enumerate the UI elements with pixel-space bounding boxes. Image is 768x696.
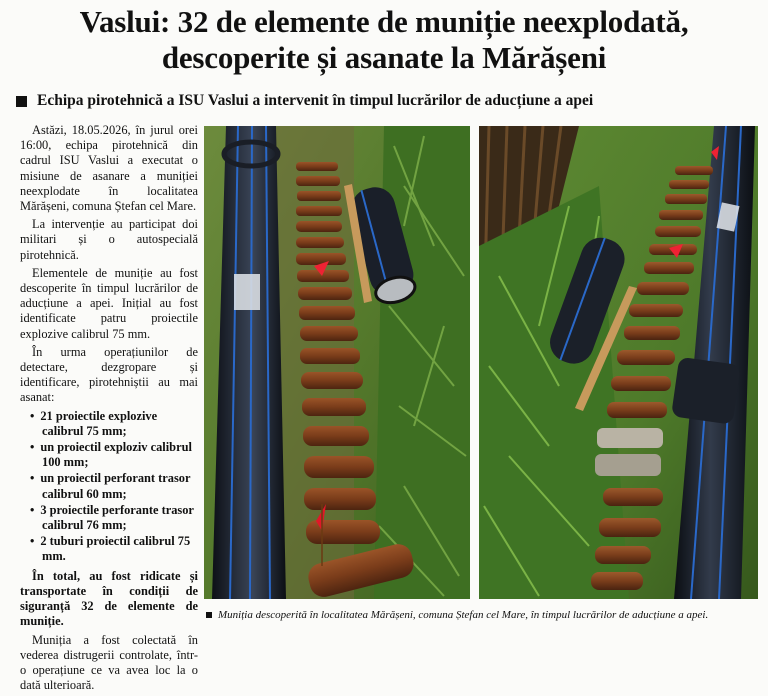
square-bullet-icon (16, 96, 27, 107)
headline-line-1: Vaslui: 32 de elemente de muniție neexplodată, (79, 4, 689, 39)
munition-list-item: • 21 proiectile explozive calibrul 75 mm; (20, 409, 198, 439)
munition-list-item: • 3 proiectile perforante trasor calibrul 76 mm; (20, 503, 198, 533)
article-paragraph-1: Astăzi, 18.05.2026, în jurul orei 16:00, echipa pirotehnică din cadrul ISU Vaslui a executat o misiune de asanare a muniției neexplodate în localitatea Mărășeni, comuna Ștefan cel Mare. (20, 123, 198, 214)
photo-munitions-right (479, 126, 758, 599)
caption-bullet-icon (206, 612, 212, 618)
headline (0, 4, 768, 76)
photo-caption-text: Muniția descoperită în localitatea Mărășeni, comuna Ștefan cel Mare, în timpul lucrărilor de aducțiune a apei. (218, 609, 709, 621)
munition-list-item: • 2 tuburi proiectil calibrul 75 mm. (20, 534, 198, 564)
subheadline-text: Echipa pirotehnică a ISU Vaslui a intervenit în timpul lucrărilor de aducțiune a apei (37, 92, 594, 109)
photo-munitions-left (204, 126, 470, 599)
munition-list (20, 409, 198, 565)
article-paragraph-3: Elementele de muniție au fost descoperite în timpul lucrărilor de aducțiune a apei. Inițial au fost identificate patru proiectile explozive calibrul 75 mm. (20, 265, 198, 341)
munition-list-item: • un proiectil perforant trasor calibrul 60 mm; (20, 471, 198, 501)
subheadline (16, 92, 593, 110)
photo-caption (206, 609, 708, 621)
article-column (20, 123, 198, 696)
article-paragraph-6: Muniția a fost colectată în vederea distrugerii controlate, într-o operațiune ce va avea loc la o dată ulterioară. (20, 632, 198, 693)
article-paragraph-5: În total, au fost ridicate și transportate în condiții de siguranță 32 de elemente de muniție. (20, 568, 198, 629)
headline-line-2: descoperite și asanate la Mărășeni (161, 40, 607, 75)
munition-list-item: • un proiectil exploziv calibrul 100 mm; (20, 440, 198, 470)
article-paragraph-4: În urma operațiunilor de detectare, dezgropare și identificare, pirotehniștii au mai asanat: (20, 344, 198, 405)
article-paragraph-2: La intervenție au participat doi militari și o autospecială pirotehnică. (20, 217, 198, 262)
